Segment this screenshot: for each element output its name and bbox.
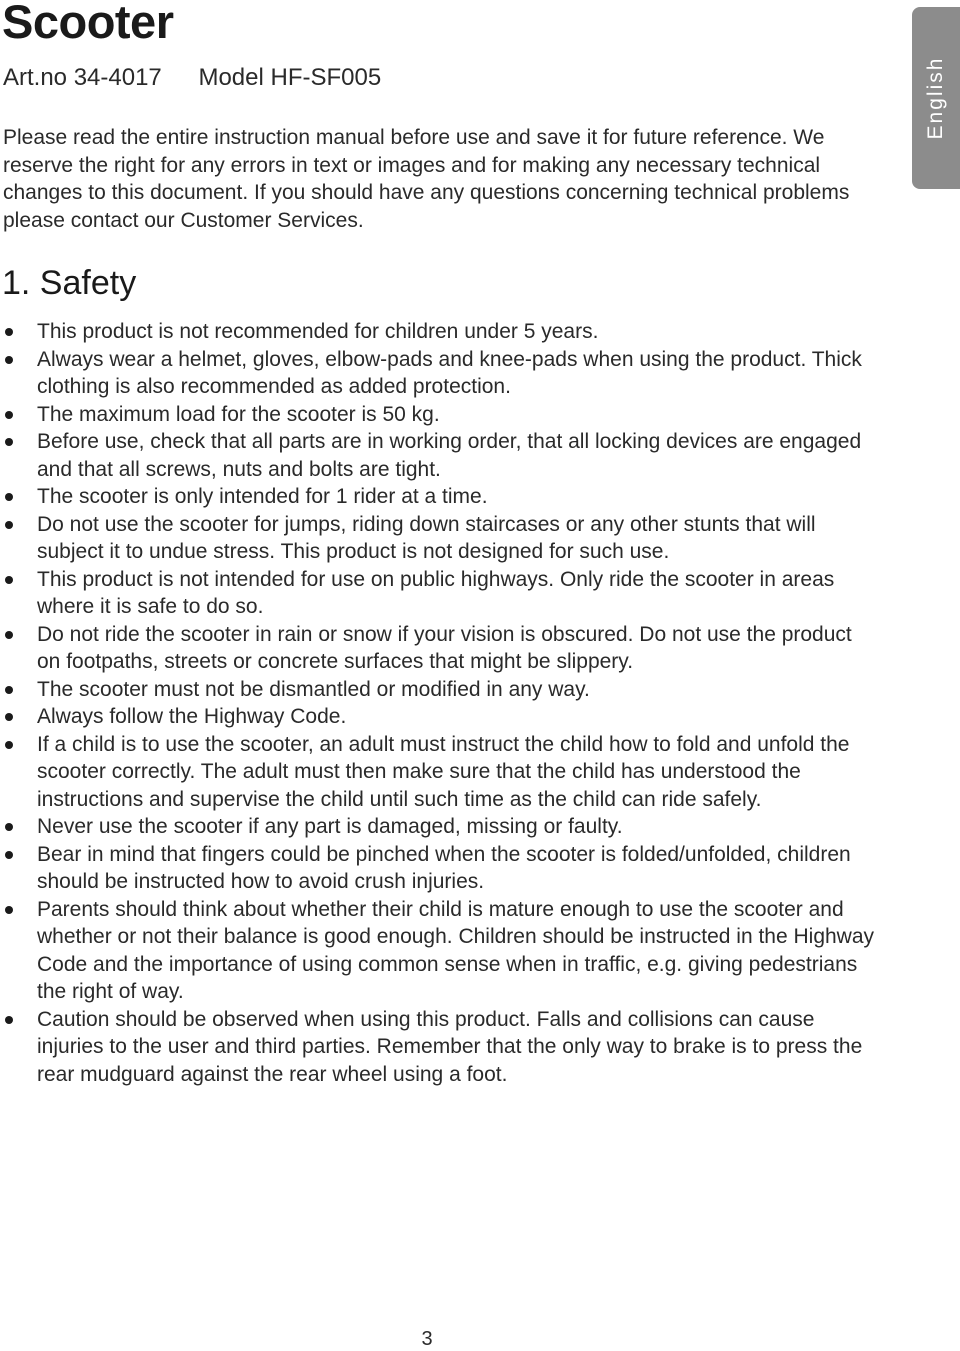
section-heading-safety: 1. Safety — [2, 264, 137, 302]
safety-list — [0, 318, 880, 1088]
safety-item: Never use the scooter if any part is damaged, missing or faulty. — [0, 813, 880, 841]
page-number: 3 — [421, 1328, 433, 1350]
document-title: Scooter — [2, 0, 174, 48]
language-label: English — [924, 56, 947, 140]
safety-item: Before use, check that all parts are in working order, that all locking devices are engaged and that all screws, nuts and bolts are tight. — [0, 428, 880, 483]
safety-item: Parents should think about whether their child is mature enough to use the scooter and whether or not their balance is good enough. Children should be instructed in the Highway Code and the importance of using common sense when in traffic, e.g. giving pedestrians the right of way. — [0, 896, 880, 1006]
safety-item: Always follow the Highway Code. — [0, 703, 880, 731]
safety-item: The scooter is only intended for 1 rider at a time. — [0, 483, 880, 511]
safety-item: If a child is to use the scooter, an adult must instruct the child how to fold and unfold the scooter correctly. The adult must then make sure that the child has understood the instructions and supervise the child until such time as the child can ride safely. — [0, 731, 880, 814]
safety-item: The scooter must not be dismantled or modified in any way. — [0, 676, 880, 704]
safety-item: Caution should be observed when using this product. Falls and collisions can cause injuries to the user and third parties. Remember that the only way to brake is to press the rear mudguard against the rear wheel using a foot. — [0, 1006, 880, 1089]
language-tab — [912, 7, 960, 189]
product-identifiers — [3, 64, 381, 92]
safety-item: The maximum load for the scooter is 50 kg. — [0, 401, 880, 429]
safety-item: Bear in mind that fingers could be pinched when the scooter is folded/unfolded, children should be instructed how to avoid crush injuries. — [0, 841, 880, 896]
intro-paragraph: Please read the entire instruction manual before use and save it for future reference. We reserve the right for any errors in text or images and for making any necessary technical changes to this document. If you should have any questions concerning technical problems please contact our Customer Services. — [3, 126, 850, 232]
safety-item: Always wear a helmet, gloves, elbow-pads and knee-pads when using the product. Thick clothing is also recommended as added protection. — [0, 346, 880, 401]
article-number: Art.no 34-4017 — [3, 64, 162, 91]
model-number: Model HF-SF005 — [198, 64, 382, 91]
safety-item: This product is not recommended for children under 5 years. — [0, 318, 880, 346]
safety-item: Do not ride the scooter in rain or snow if your vision is obscured. Do not use the product on footpaths, streets or concrete surfaces that might be slippery. — [0, 621, 880, 676]
safety-item: This product is not intended for use on public highways. Only ride the scooter in areas where it is safe to do so. — [0, 566, 880, 621]
safety-item: Do not use the scooter for jumps, riding down staircases or any other stunts that will subject it to undue stress. This product is not designed for such use. — [0, 511, 880, 566]
